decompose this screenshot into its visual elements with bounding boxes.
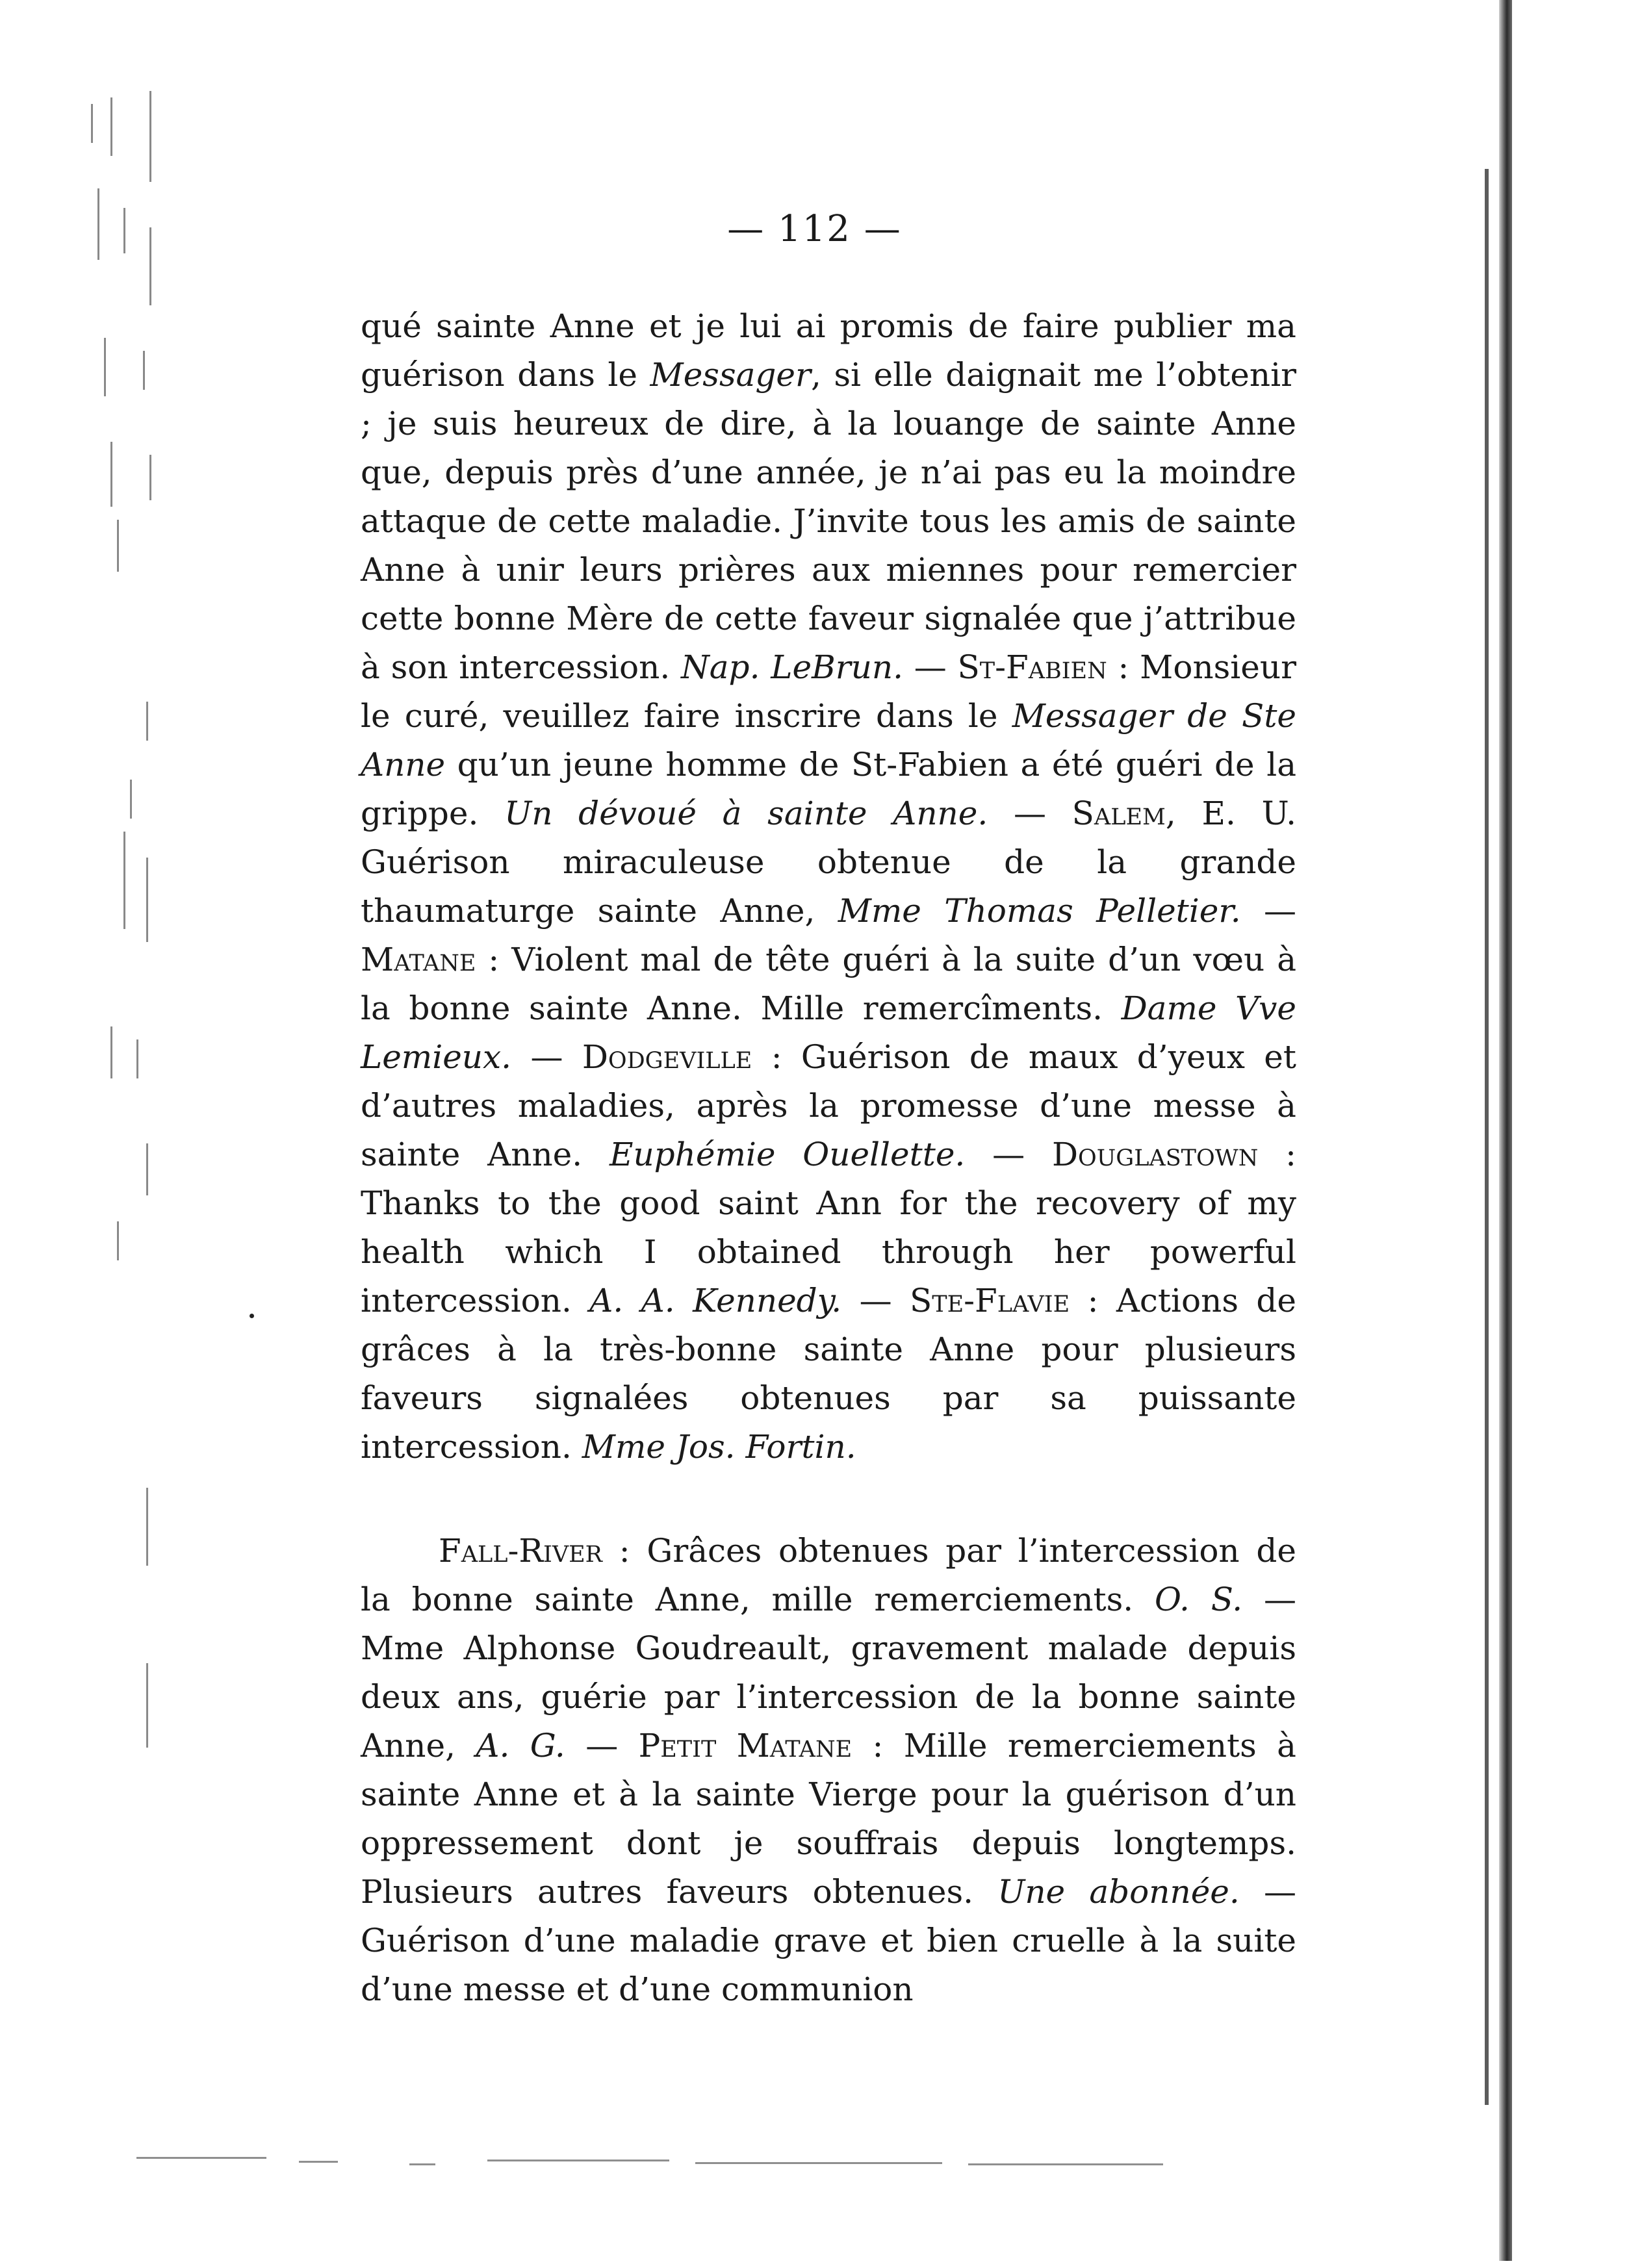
body-text: — xyxy=(1240,892,1296,930)
body-text: — xyxy=(988,795,1072,832)
signature-text: Messager de Ste Anne xyxy=(361,697,1296,784)
place-name: Petit Matane xyxy=(638,1727,853,1765)
place-name: Matane xyxy=(361,941,476,978)
spine-line xyxy=(1485,169,1489,2105)
place-name: Salem xyxy=(1071,795,1166,832)
signature-text: Une abonnée. xyxy=(997,1873,1240,1911)
signature-text: Messager xyxy=(650,356,811,394)
body-text: , E. U. Guérison miraculeuse obtenue de la grande thaumaturge sainte Anne, xyxy=(361,795,1297,930)
body-text: — Mme Alphonse Goudreault, gravement malade depuis deux ans, guérie par l’intercession de la bonne sainte Anne, xyxy=(361,1581,1296,1765)
place-name: Ste-Flavie xyxy=(910,1282,1070,1319)
body-text: qu’un jeune homme de St-Fabien a été guéri de la grippe. xyxy=(361,746,1296,832)
body-text: : Violent mal de tête guéri à la suite d’un vœu à la bonne sainte Anne. Mille remercîments. xyxy=(361,941,1296,1027)
signature-text: Euphémie Ouellette. xyxy=(609,1136,966,1173)
place-name: St-Fabien xyxy=(957,648,1107,686)
signature-text: Mme Thomas Pelletier. xyxy=(838,892,1241,930)
book-spine-shadow xyxy=(1485,0,1530,2261)
place-name: Fall-River xyxy=(439,1532,602,1570)
spine-dark-band xyxy=(1499,0,1512,2261)
body-text: — xyxy=(841,1282,910,1319)
stray-ink-dot xyxy=(250,1314,254,1318)
body-text: : Actions de grâces à la très-bonne sainte Anne pour plusieurs faveurs signalées obtenues par sa puissante intercession. xyxy=(361,1282,1296,1466)
scan-edge-marks xyxy=(84,78,182,1767)
body-text: : Mille remerciements à sainte Anne et à la sainte Vierge pour la guérison d’un oppressement dont je souffrais depuis longtemps. Plusieurs autres faveurs obtenues. xyxy=(361,1727,1296,1911)
paragraph-1 xyxy=(361,302,1296,1472)
body-text: : Monsieur le curé, veuillez faire inscrire dans le xyxy=(361,648,1296,735)
paragraph-2 xyxy=(361,1527,1296,2014)
signature-text: Un dévoué à sainte Anne. xyxy=(504,795,988,832)
place-name: Douglastown xyxy=(1051,1136,1259,1173)
page-body-text xyxy=(361,302,1296,2014)
signature-text: O. S. xyxy=(1155,1581,1243,1618)
body-text: — xyxy=(903,648,958,686)
body-text: — xyxy=(511,1038,582,1076)
body-text: : Grâces obtenues par l’intercession de la bonne sainte Anne, mille remerciements. xyxy=(361,1532,1296,1618)
body-text: — Guérison d’une maladie grave et bien cruelle à la suite d’une messe et d’une communion xyxy=(361,1873,1296,2008)
body-text: — xyxy=(965,1136,1052,1173)
signature-text: Mme Jos. Fortin. xyxy=(582,1428,856,1466)
body-text: , si elle daignait me l’obtenir ; je suis heureux de dire, à la louange de sainte Anne que, depuis près d’une année, je n’ai pas eu la moindre attaque de cette maladie. J’invite tous les amis de sainte Anne à unir leurs prières aux miennes pour remercier cette bonne Mère de cette faveur signalée que j’attribue à son intercession. xyxy=(361,356,1296,686)
place-name: Dodgeville xyxy=(582,1038,752,1076)
scan-bottom-marks xyxy=(136,2150,1209,2176)
signature-text: Nap. LeBrun. xyxy=(681,648,903,686)
signature-text: A. A. Kennedy. xyxy=(589,1282,842,1319)
body-text: — xyxy=(565,1727,639,1765)
body-text: : Guérison de maux d’yeux et d’autres maladies, après la promesse d’une messe à sainte Anne. xyxy=(361,1038,1296,1173)
body-text: qué sainte Anne et je lui ai promis de faire publier ma guérison dans le xyxy=(361,307,1296,394)
body-text: : Thanks to the good saint Ann for the recovery of my health which I obtained through her powerful intercession. xyxy=(361,1136,1296,1319)
page-number: — 112 — xyxy=(727,208,902,250)
signature-text: A. G. xyxy=(476,1727,565,1765)
signature-text: Dame Vve Lemieux. xyxy=(361,989,1296,1076)
